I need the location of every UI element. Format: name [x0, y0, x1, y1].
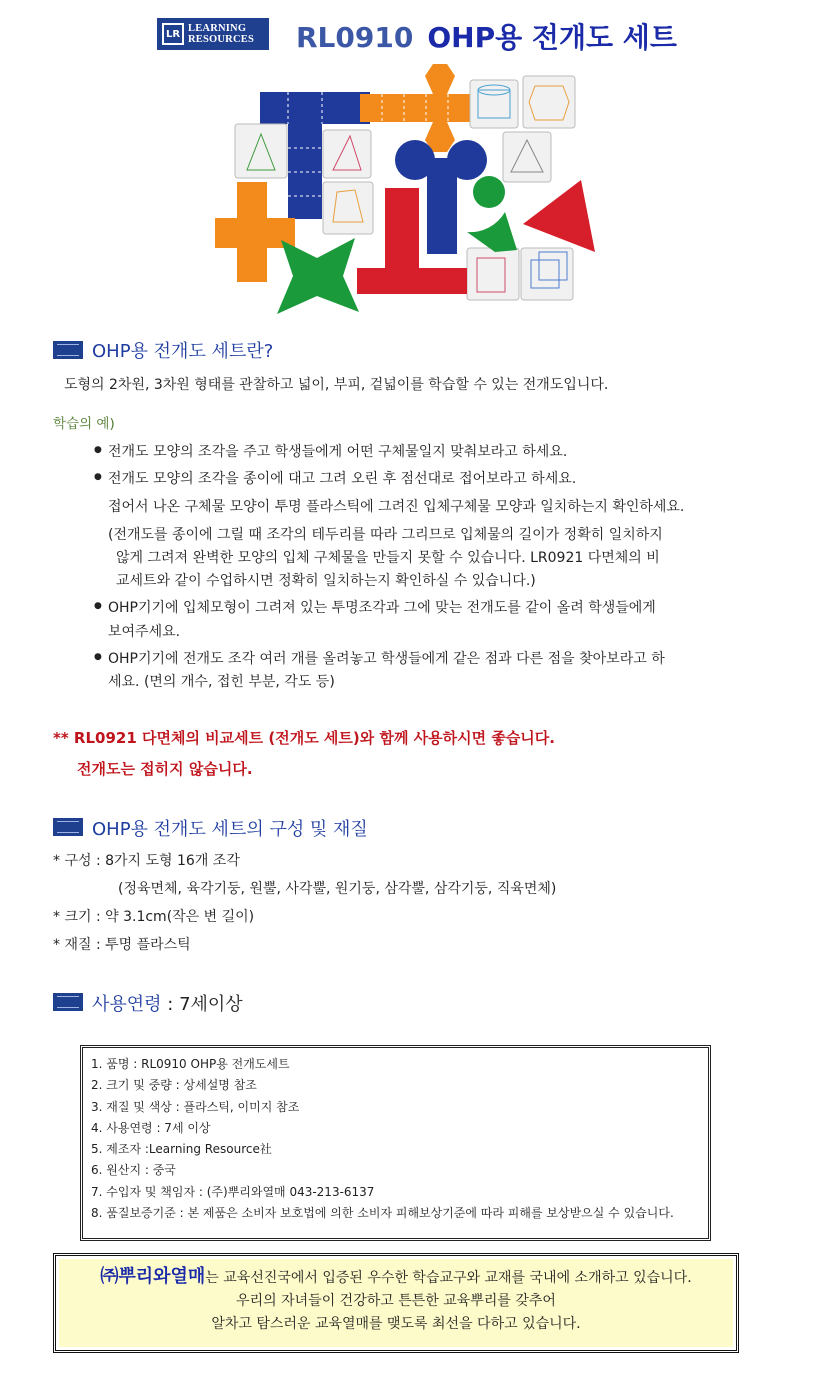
section-badge-icon: [53, 341, 83, 359]
age-heading: 사용연령: [92, 994, 162, 1015]
info-line: 8. 품질보증기준 : 본 제품은 소비자 보호법에 의한 소비자 피해보상기준에 따라 피해를 보상받으실 수 있습니다.: [91, 1206, 674, 1221]
page-title: [296, 16, 677, 56]
green-star-net-shape: [277, 238, 359, 314]
intro-text: 도형의 2차원, 3차원 형태를 관찰하고 넓이, 부피, 겉넓이를 학습할 수 있는 전개도입니다.: [64, 377, 609, 393]
product-name: OHP용 전개도 세트: [427, 21, 677, 54]
orange-cross-net-shape: [215, 182, 295, 282]
info-line: 1. 품명 : RL0910 OHP용 전개도세트: [91, 1057, 290, 1071]
size: * 크기 : 약 3.1cm(작은 변 길이): [53, 909, 255, 925]
section-badge-icon: [53, 993, 83, 1011]
logo-mark-icon: LR: [162, 23, 184, 45]
product-nets-image: [205, 62, 605, 324]
logo-line1: LEARNING: [188, 23, 247, 34]
age-line: [92, 990, 243, 1016]
note-line-1: (전개도를 종이에 그릴 때 조각의 테두리를 따라 그리므로 입체물의 길이가 정확히 일치하지: [108, 527, 663, 543]
info-line: 6. 원산지 : 중국: [91, 1163, 176, 1178]
product-code: RL0910: [296, 21, 414, 54]
note-line-2: 않게 그려져 완벽한 모양의 입체 구체물을 만들지 못할 수 있습니다. LR0921 다면체의 비: [116, 550, 660, 566]
company-line3: 알차고 탐스러운 교육열매를 맺도록 최선을 다하고 있습니다.: [211, 1316, 581, 1332]
composition: * 구성 : 8가지 도형 16개 조각: [53, 853, 240, 869]
green-cone-net-shape: [467, 212, 517, 252]
logo-line2: RESOURCES: [188, 34, 254, 45]
section1-heading: OHP용 전개도 세트란?: [92, 341, 274, 362]
bullet-3-continued: 보여주세요.: [108, 624, 181, 640]
product-info-box: [80, 1045, 711, 1241]
company-box: [53, 1253, 739, 1353]
info-line: 2. 크기 및 중량 : 상세설명 참조: [91, 1078, 257, 1093]
red-triangle-net-shape: [523, 180, 595, 252]
info-line: 4. 사용연령 : 7세 이상: [91, 1120, 211, 1135]
company-brand: ㈜뿌리와열매: [100, 1266, 206, 1287]
material: * 재질 : 투명 플라스틱: [53, 937, 191, 953]
notice-line-2: 전개도는 접히지 않습니다.: [77, 760, 253, 778]
info-line: 3. 재질 및 색상 : 플라스틱, 이미지 참조: [91, 1099, 300, 1114]
section-badge-icon: [53, 818, 83, 836]
info-line: 5. 제조자 :Learning Resource社: [91, 1142, 272, 1157]
bullet-4-continued: 세요. (면의 개수, 접힌 부분, 각도 등): [108, 674, 335, 690]
note-line-3: 교세트와 같이 수업하시면 정확히 일치하는지 확인하실 수 있습니다.): [116, 573, 536, 589]
section2-heading: OHP용 전개도 세트의 구성 및 재질: [92, 819, 368, 840]
company-line2: 우리의 자녀들이 건강하고 튼튼한 교육뿌리를 갖추어: [236, 1293, 556, 1309]
bullet-3: ● OHP기기에 입체모형이 그려져 있는 투명조각과 그에 맞는 전개도를 같이 올려 학생들에게: [108, 597, 656, 617]
bullet-2-continued: 접어서 나온 구체물 모양이 투명 플라스틱에 그려진 입체구체물 모양과 일치하는지 확인하세요.: [108, 499, 685, 515]
company-line1: 는 교육선진국에서 입증된 우수한 학습교구와 교재를 국내에 소개하고 있습니다.: [205, 1270, 692, 1286]
age-value: : 7세이상: [161, 994, 243, 1015]
info-line: 7. 수입자 및 책임자 : (주)뿌리와열매 043-213-6137: [91, 1184, 375, 1199]
bullet-1: ● 전개도 모양의 조각을 주고 학생들에게 어떤 구체물일지 맞춰보라고 하세요.: [108, 441, 567, 461]
orange-prism-net-shape: [360, 64, 470, 152]
bullet-2: ● 전개도 모양의 조각을 종이에 대고 그려 오린 후 점선대로 접어보라고 하세요.: [108, 468, 576, 488]
learning-resources-logo: [157, 18, 269, 50]
examples-label: 학습의 예): [53, 416, 115, 432]
composition-detail: (정육면체, 육각기둥, 원뿔, 사각뿔, 원기둥, 삼각뿔, 삼각기둥, 직육면체): [118, 881, 557, 897]
notice-line-1: ** RL0921 다면체의 비교세트 (전개도 세트)와 함께 사용하시면 좋습니다.: [53, 729, 555, 747]
bullet-4: ● OHP기기에 전개도 조각 여러 개를 올려놓고 학생들에게 같은 점과 다른 점을 찾아보라고 하: [108, 648, 665, 668]
